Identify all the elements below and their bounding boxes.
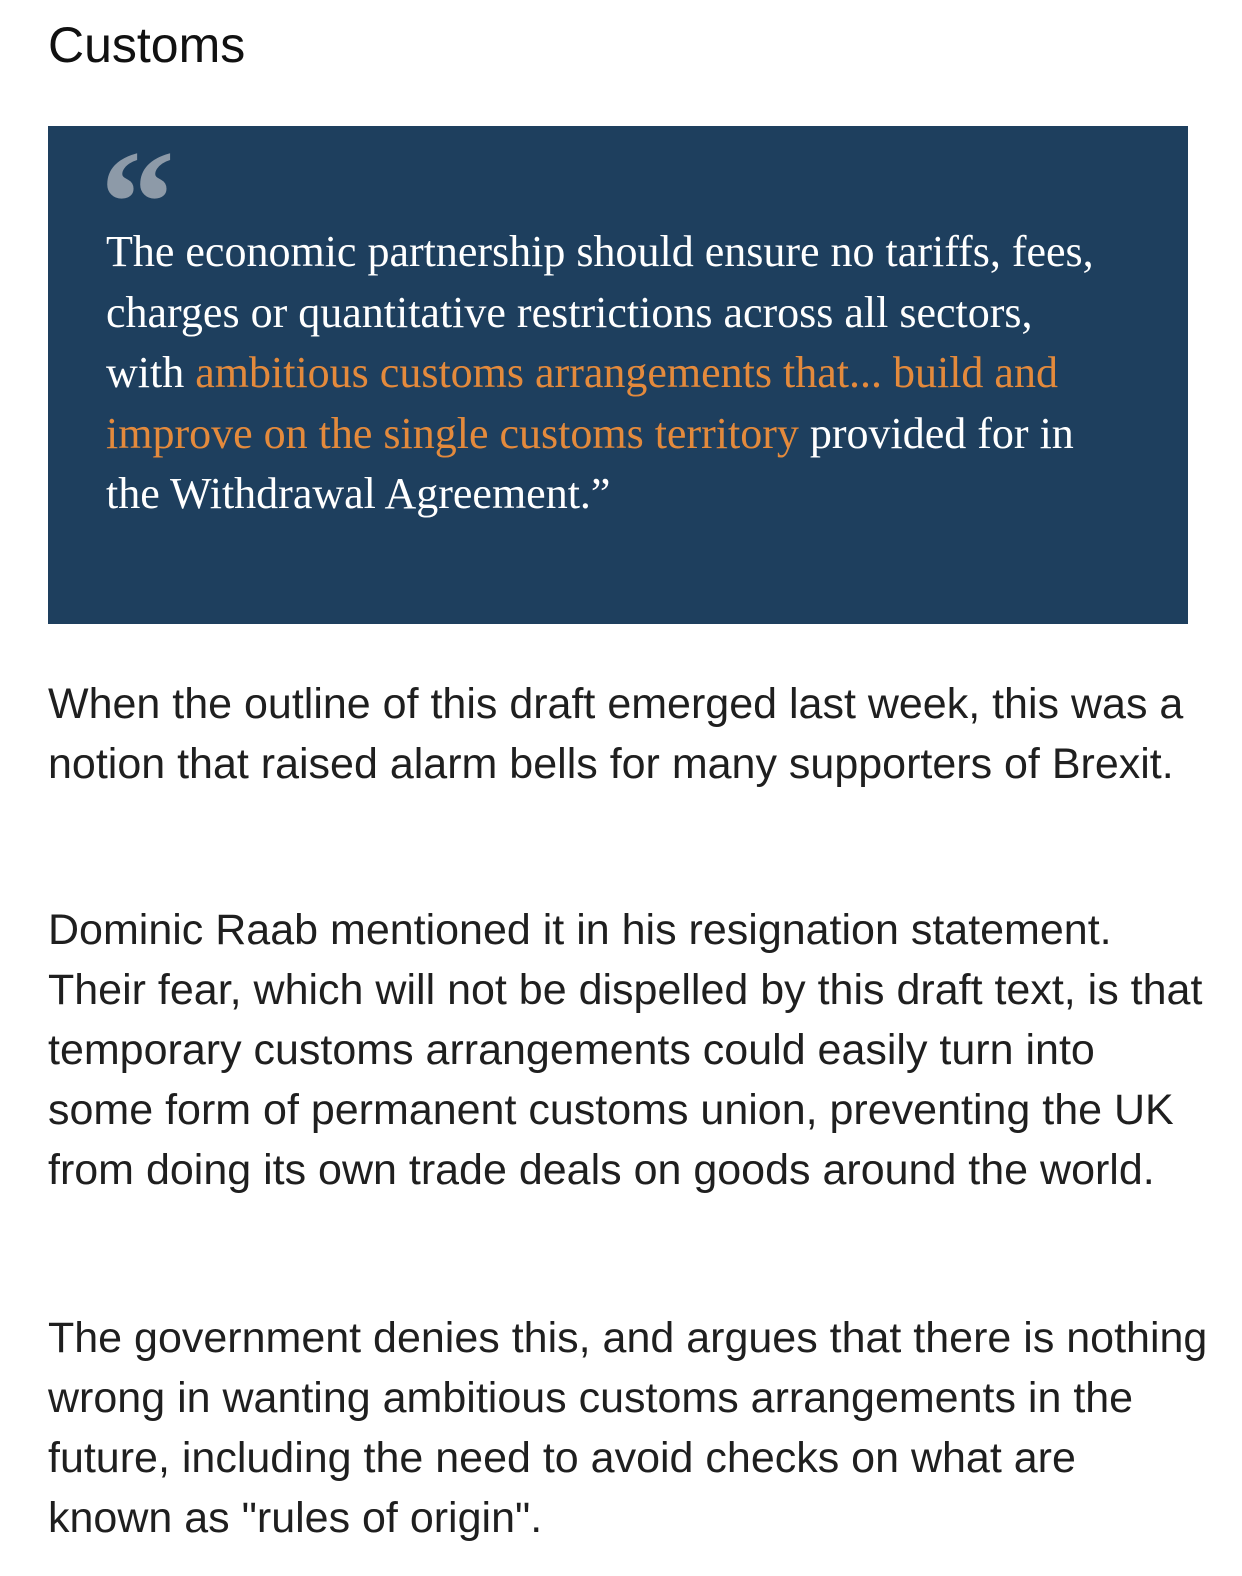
body-paragraph-2: Dominic Raab mentioned it in his resignation statement. Their fear, which will not be dispelled by this draft text, is that temporary customs arrangements could easily turn into some form of permanent customs union, preventing the UK from doing its own trade deals on goods around the world.	[48, 906, 1203, 1194]
section-heading: Customs	[48, 17, 246, 73]
quote-mark-icon: “	[100, 120, 175, 286]
pull-quote-text	[106, 222, 1106, 525]
body-paragraph-1: When the outline of this draft emerged last week, this was a notion that raised alarm bells for many supporters of Brexit.	[48, 680, 1184, 788]
quote-highlight: ambitious customs arrangements that... build and improve on the single customs territory	[106, 348, 1058, 458]
body-paragraph-3: The government denies this, and argues that there is nothing wrong in wanting ambitious customs arrangements in the future, including the need to avoid checks on what are known as "rules of origin".	[48, 1314, 1208, 1542]
quote-text-end: provided for in the Withdrawal Agreement.”	[106, 408, 1074, 518]
quote-text-start: The economic partnership should ensure no tariffs, fees, charges or quantitative restrictions across all sectors, with	[106, 227, 1094, 397]
